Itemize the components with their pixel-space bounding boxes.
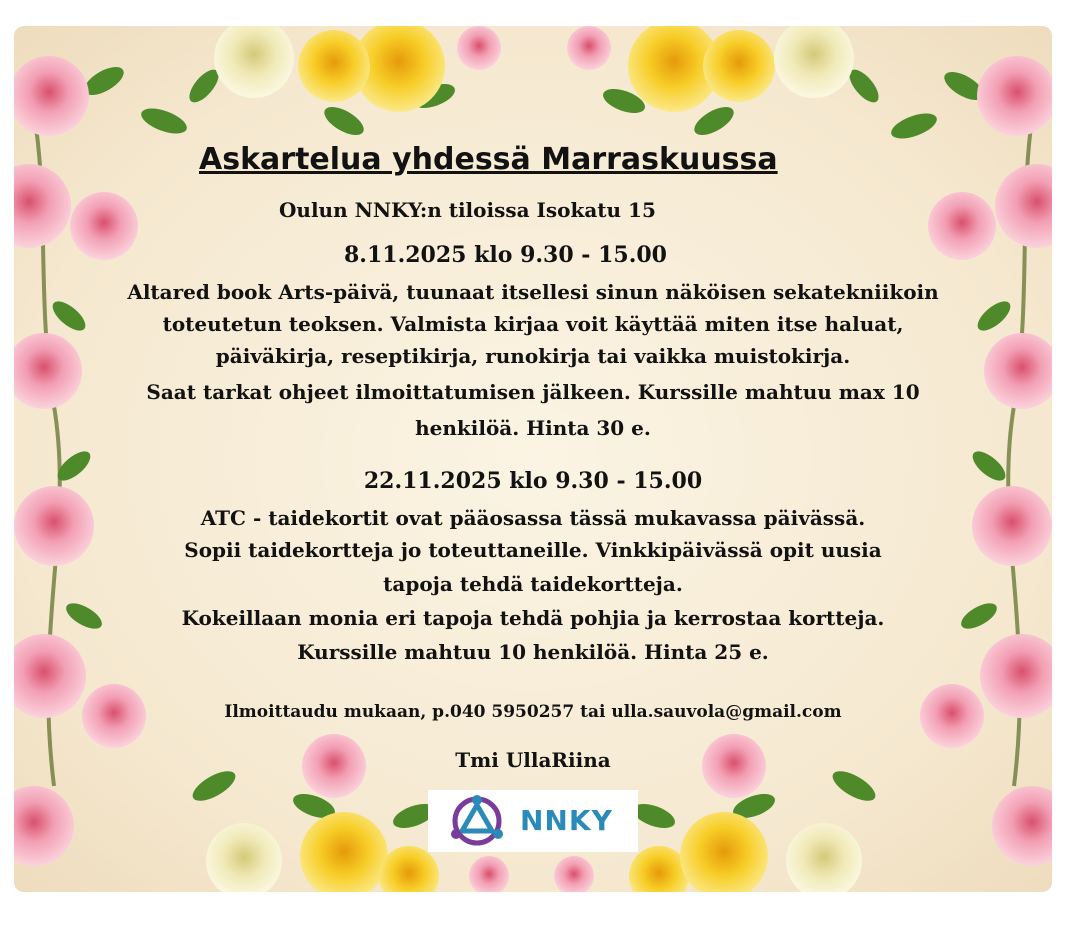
flyer-card	[14, 26, 1052, 892]
event2-date: 22.11.2025 klo 9.30 - 15.00	[363, 468, 703, 494]
flyer-title: Askartelua yhdessä Marraskuussa	[199, 142, 778, 177]
event2-line: Kurssille mahtuu 10 henkilöä. Hinta 25 e.	[297, 640, 769, 664]
organizer-name: Tmi UllaRiina	[455, 748, 611, 772]
nnky-logo-text: NNKY	[520, 804, 613, 837]
nnky-emblem-icon	[442, 790, 512, 852]
event1-line: Altared book Arts-päivä, tuunaat itsellesi sinun näköisen sekatekniikoin	[127, 280, 939, 304]
contact-line: Ilmoittaudu mukaan, p.040 5950257 tai ulla.sauvola@gmail.com	[224, 702, 842, 722]
event2-line: ATC - taidekortit ovat pääosassa tässä mukavassa päivässä.	[200, 506, 866, 530]
event1-line: päiväkirja, reseptikirja, runokirja tai vaikka muistokirja.	[215, 344, 851, 368]
event2-line: tapoja tehdä taidekortteja.	[383, 572, 683, 596]
event1-line: toteutetun teoksen. Valmista kirjaa voit käyttää miten itse haluat,	[162, 312, 904, 336]
event1-line: Saat tarkat ohjeet ilmoittatumisen jälkeen. Kurssille mahtuu max 10	[146, 380, 920, 404]
event2-line: Sopii taidekortteja jo toteuttaneille. Vinkkipäivässä opit uusia	[184, 538, 882, 562]
event1-date: 8.11.2025 klo 9.30 - 15.00	[344, 242, 667, 268]
nnky-logo	[428, 790, 638, 852]
location-line: Oulun NNKY:n tiloissa Isokatu 15	[279, 198, 656, 222]
event1-line: henkilöä. Hinta 30 e.	[415, 416, 651, 440]
event2-line: Kokeillaan monia eri tapoja tehdä pohjia ja kerrostaa kortteja.	[181, 606, 885, 630]
